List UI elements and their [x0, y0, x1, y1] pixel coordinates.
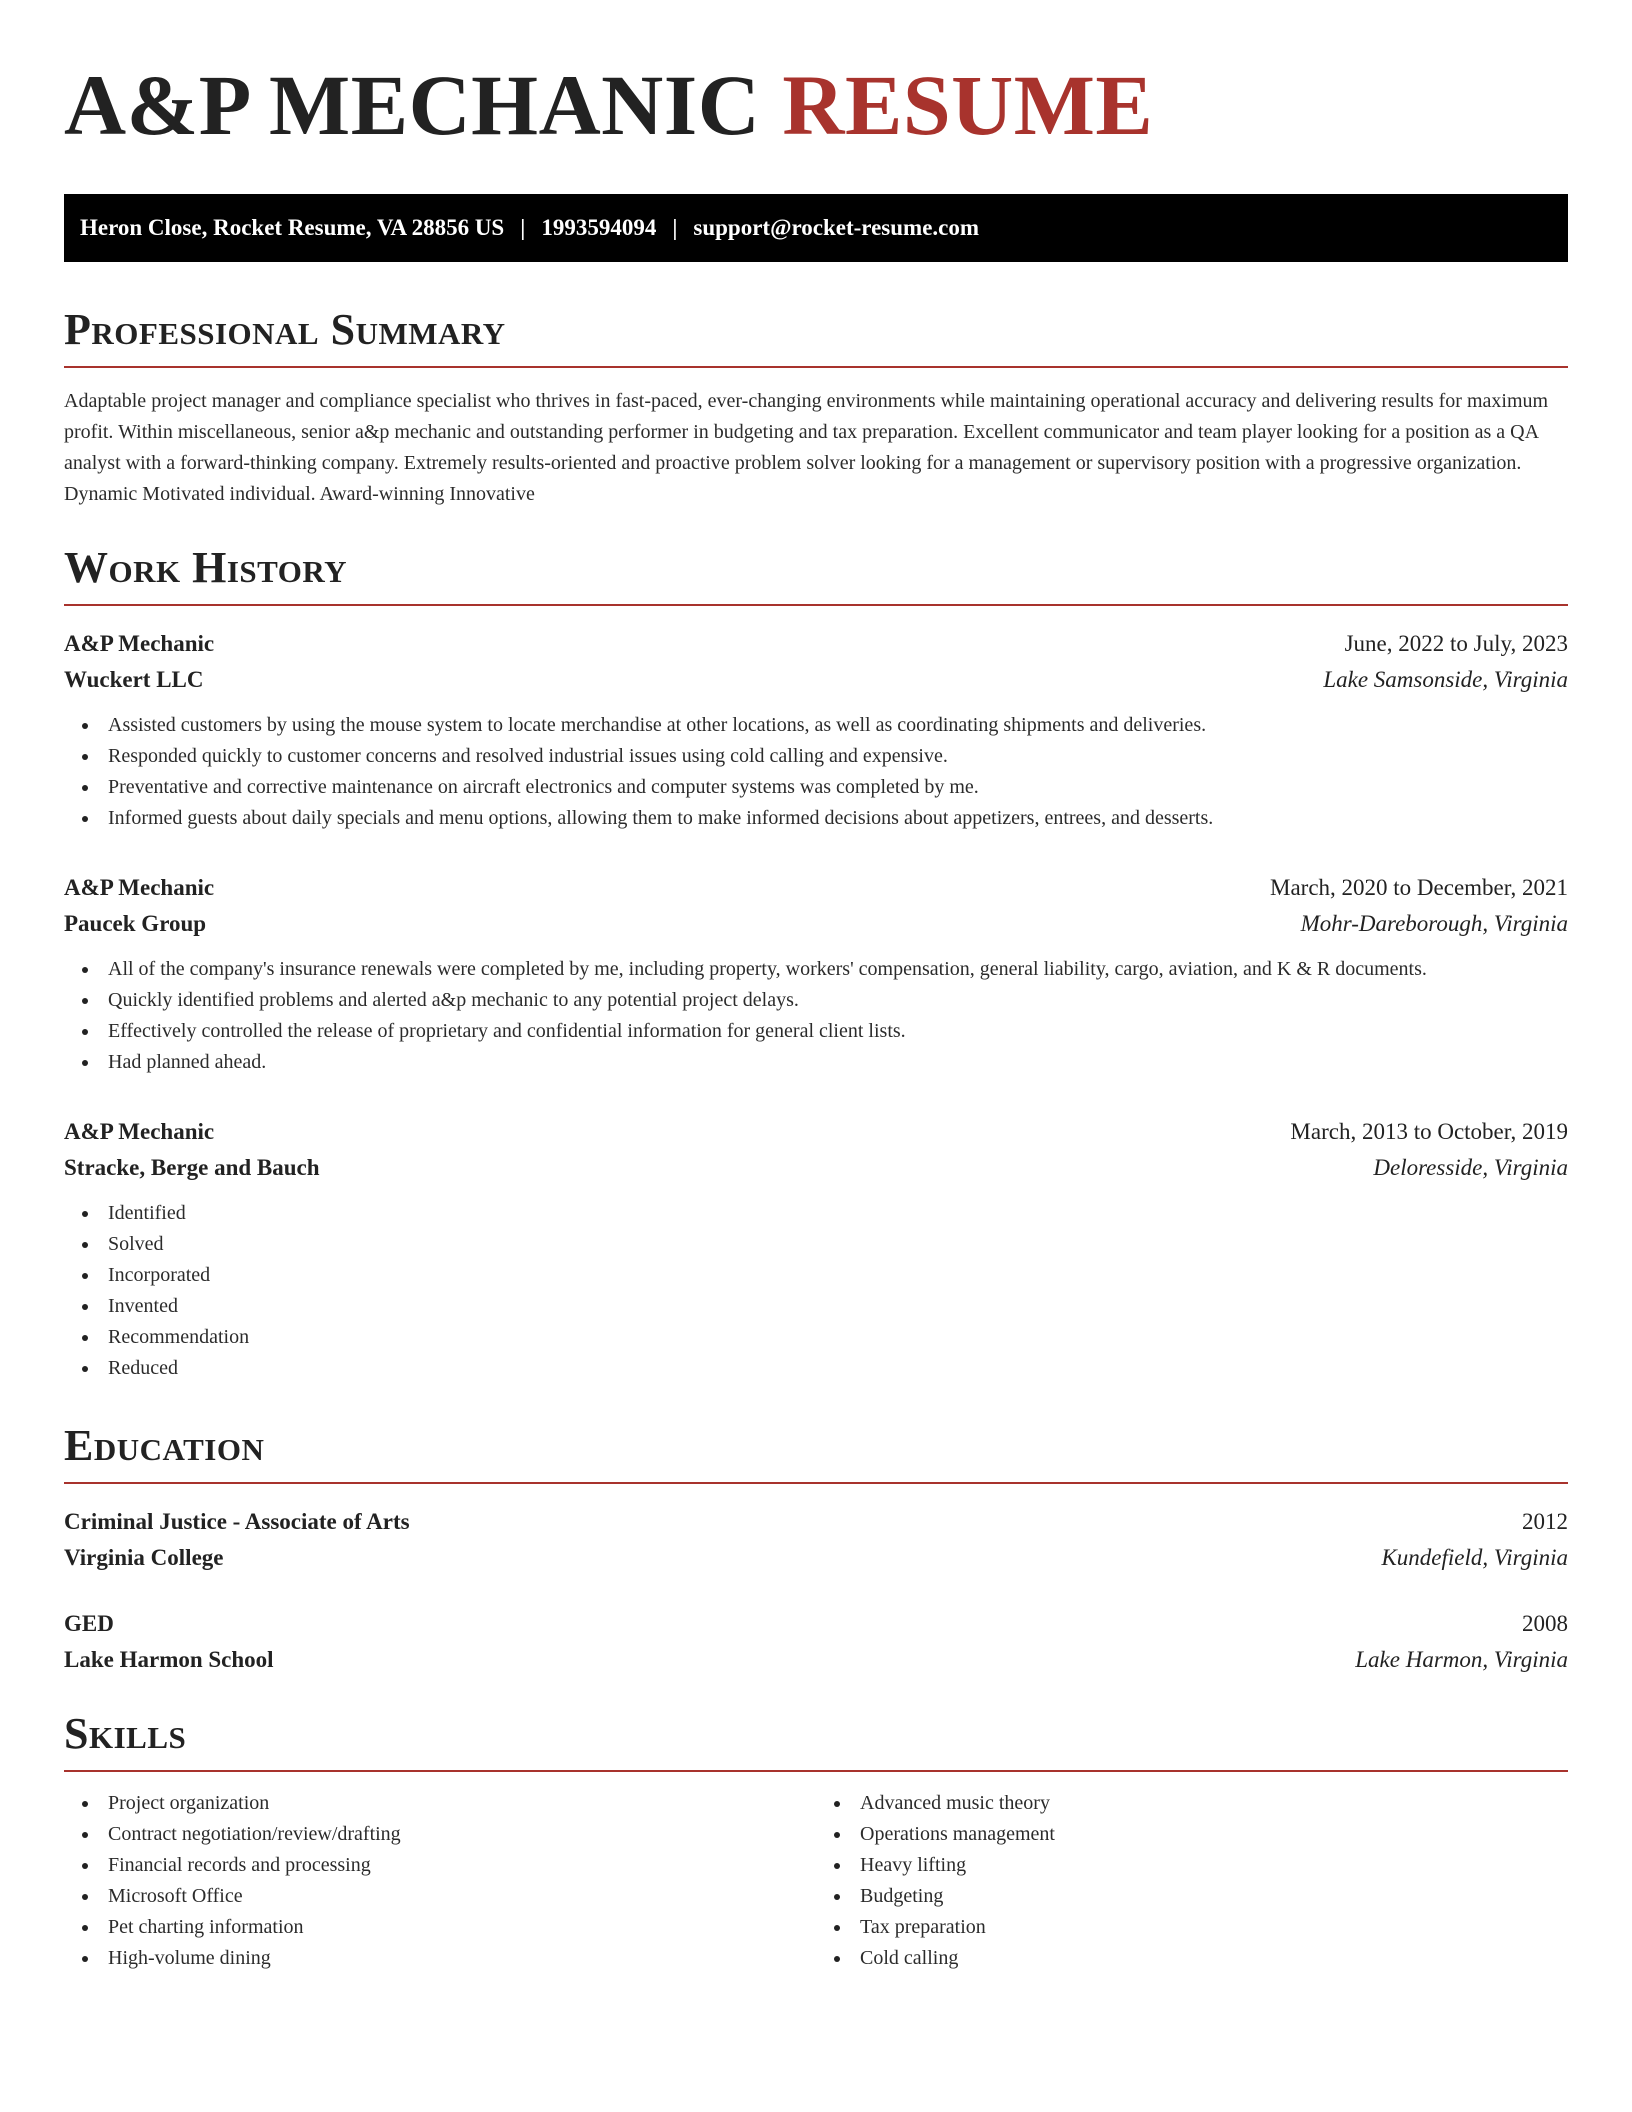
summary-text: Adaptable project manager and compliance specialist who thrives in fast-paced, ever-changing environments while maintaining operational accuracy and delivering results for maximum profit. Within miscellaneous, senior a&p mechanic and outstanding performer in budgeting and tax preparation. Excellent communicator and team player looking for a position as a QA analyst with a forward-thinking company. Extremely results-oriented and proactive problem solver looking for a management or supervisory position with a progressive organization. Dynamic Motivated individual. Award-winning Innovative — [64, 390, 1549, 505]
education-school: Virginia College — [64, 1545, 224, 1570]
skills-heading: Skills — [64, 1712, 1568, 1772]
summary-heading: Professional Summary — [64, 308, 1568, 368]
skill-item: Budgeting — [816, 1881, 1568, 1912]
list-item: Had planned ahead. — [64, 1047, 1568, 1078]
education-degree-row — [64, 1606, 1568, 1642]
job-company: Paucek Group — [64, 911, 207, 936]
job-company: Wuckert LLC — [64, 667, 204, 692]
list-item: Identified — [64, 1198, 1568, 1229]
job-duties — [64, 954, 1568, 1078]
list-item: Responded quickly to customer concerns and resolved industrial issues using cold calling and expensive. — [64, 741, 1568, 772]
contact-separator: | — [520, 215, 526, 240]
skill-item: Microsoft Office — [64, 1881, 816, 1912]
skill-item: Contract negotiation/review/drafting — [64, 1819, 816, 1850]
job-location: Mohr-Dareborough, Virginia — [1300, 911, 1568, 936]
list-item: Preventative and corrective maintenance on aircraft electronics and computer systems was completed by me. — [64, 772, 1568, 803]
skills-list — [816, 1788, 1568, 1974]
education-school-row — [64, 1540, 1568, 1576]
skills-column-left — [64, 1788, 816, 1974]
job-duties — [64, 710, 1568, 834]
job-header-row — [64, 1114, 1568, 1150]
skill-item: Pet charting information — [64, 1912, 816, 1943]
job-entry — [64, 1114, 1568, 1384]
job-dates: June, 2022 to July, 2023 — [1344, 631, 1568, 656]
education-location: Kundefield, Virginia — [1381, 1545, 1568, 1570]
skills-list — [64, 1788, 816, 1974]
education-school-row — [64, 1642, 1568, 1678]
education-degree-row — [64, 1504, 1568, 1540]
education-year: 2012 — [1522, 1509, 1568, 1534]
education-degree: GED — [64, 1611, 114, 1636]
education-year: 2008 — [1522, 1611, 1568, 1636]
job-entry — [64, 626, 1568, 834]
contact-separator: | — [672, 215, 678, 240]
skill-item: Tax preparation — [816, 1912, 1568, 1943]
list-item: Invented — [64, 1291, 1568, 1322]
list-item: Reduced — [64, 1353, 1568, 1384]
job-header-row — [64, 626, 1568, 662]
skill-item: High-volume dining — [64, 1943, 816, 1974]
skills-grid — [64, 1788, 1568, 1974]
list-item: Assisted customers by using the mouse system to locate merchandise at other locations, as well as coordinating shipments and deliveries. — [64, 710, 1568, 741]
job-title: A&P Mechanic — [64, 1119, 215, 1144]
title-accent: RESUME — [782, 57, 1154, 153]
skills-section — [64, 1709, 1568, 1974]
skill-item: Project organization — [64, 1788, 816, 1819]
education-section — [64, 1421, 1568, 1678]
list-item: Recommendation — [64, 1322, 1568, 1353]
job-location: Deloresside, Virginia — [1373, 1155, 1568, 1180]
list-item: All of the company's insurance renewals were completed by me, including property, workers' compensation, general liability, cargo, aviation, and K & R documents. — [64, 954, 1568, 985]
education-entry — [64, 1606, 1568, 1678]
job-title: A&P Mechanic — [64, 631, 215, 656]
job-company-row — [64, 1150, 1568, 1186]
summary-section — [64, 305, 1568, 510]
job-location: Lake Samsonside, Virginia — [1323, 667, 1568, 692]
job-company-row — [64, 662, 1568, 698]
job-company-row — [64, 906, 1568, 942]
list-item: Quickly identified problems and alerted a&p mechanic to any potential project delays. — [64, 985, 1568, 1016]
list-item: Informed guests about daily specials and menu options, allowing them to make informed decisions about appetizers, entrees, and desserts. — [64, 803, 1568, 834]
contact-email: support@rocket-resume.com — [693, 215, 980, 240]
contact-bar — [64, 194, 1568, 262]
job-duties — [64, 1198, 1568, 1384]
skill-item: Financial records and processing — [64, 1850, 816, 1881]
skill-item: Cold calling — [816, 1943, 1568, 1974]
education-entry — [64, 1504, 1568, 1576]
job-header-row — [64, 870, 1568, 906]
title-main: A&P MECHANIC — [64, 57, 761, 153]
skills-column-right — [816, 1788, 1568, 1974]
skill-item: Heavy lifting — [816, 1850, 1568, 1881]
education-school: Lake Harmon School — [64, 1647, 274, 1672]
contact-address: Heron Close, Rocket Resume, VA 28856 US — [80, 215, 505, 240]
job-entry — [64, 870, 1568, 1078]
education-heading: Education — [64, 1424, 1568, 1484]
list-item: Incorporated — [64, 1260, 1568, 1291]
skill-item: Operations management — [816, 1819, 1568, 1850]
job-company: Stracke, Berge and Bauch — [64, 1155, 320, 1180]
resume-title — [64, 56, 1568, 160]
work-history-section — [64, 543, 1568, 1384]
education-location: Lake Harmon, Virginia — [1355, 1647, 1568, 1672]
job-dates: March, 2013 to October, 2019 — [1290, 1119, 1568, 1144]
work-history-heading: Work History — [64, 546, 1568, 606]
job-dates: March, 2020 to December, 2021 — [1270, 875, 1568, 900]
contact-phone: 1993594094 — [541, 215, 657, 240]
list-item: Effectively controlled the release of proprietary and confidential information for general client lists. — [64, 1016, 1568, 1047]
skill-item: Advanced music theory — [816, 1788, 1568, 1819]
list-item: Solved — [64, 1229, 1568, 1260]
education-degree: Criminal Justice - Associate of Arts — [64, 1509, 410, 1534]
job-title: A&P Mechanic — [64, 875, 215, 900]
